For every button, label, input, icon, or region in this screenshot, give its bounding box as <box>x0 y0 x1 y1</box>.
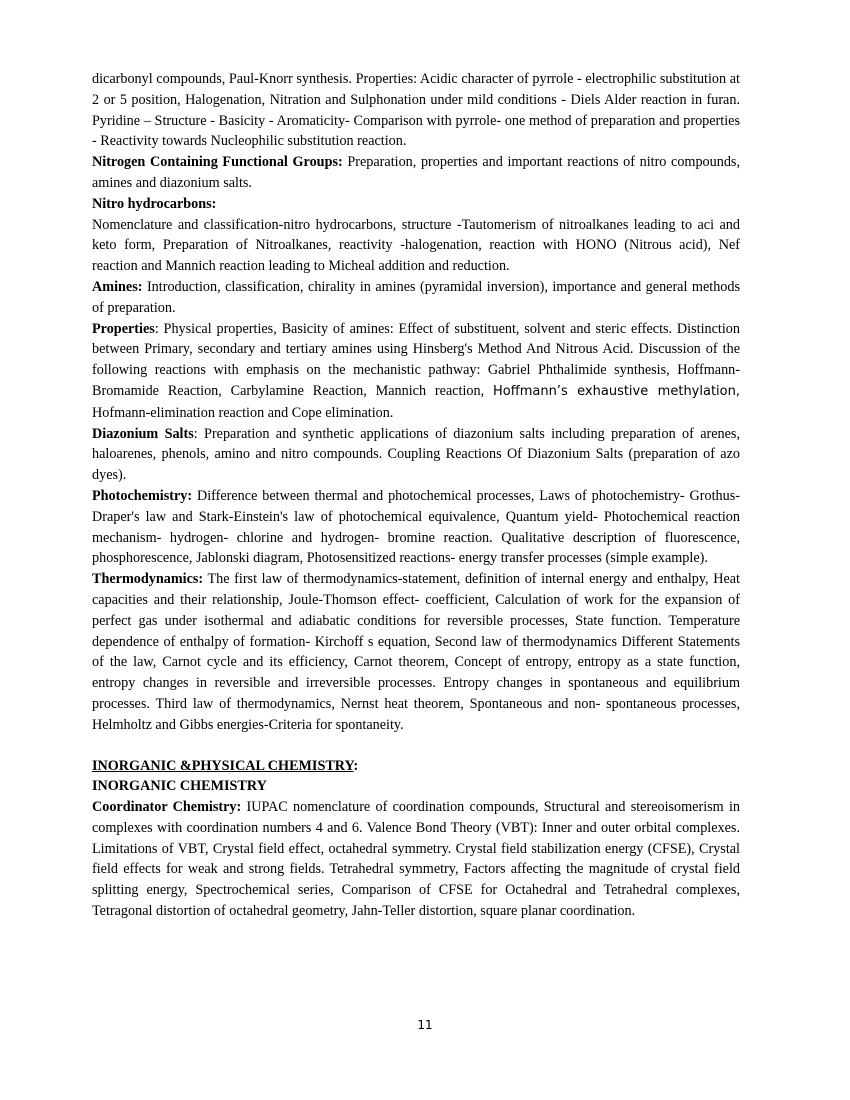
properties-special-text: Hoffmann’s exhaustive methylation, <box>493 383 740 399</box>
properties-tail: Hofmann-elimination reaction and Cope elimination. <box>92 404 394 421</box>
properties-paragraph <box>92 319 740 424</box>
photochemistry-heading: Photochemistry: <box>92 487 193 504</box>
nitro-text: Nomenclature and classification-nitro hydrocarbons, structure -Tautomerism of nitroalkanes leading to aci and keto form, Preparation of Nitroalkanes, reactivity -halogenation, reaction with HONO (Nitrous acid), Nef reaction and Mannich reaction leading to Micheal addition and reduction. <box>92 216 740 275</box>
nitro-heading: Nitro hydrocarbons: <box>92 195 217 212</box>
intro-paragraph: dicarbonyl compounds, Paul-Knorr synthesis. Properties: Acidic character of pyrrole - electrophilic substitution at 2 or 5 position, Halogenation, Nitration and Sulphonation under mild conditions - Diels Alder reaction in furan. Pyridine – Structure - Basicity - Aromaticity- Comparison with pyrrole- one method of preparation and properties - Reactivity towards Nucleophilic substitution reaction. <box>92 71 740 150</box>
section-spacer <box>92 736 740 756</box>
diazonium-text: : Preparation and synthetic applications of diazonium salts including preparation of arenes, haloarenes, phenols, amino and nitro compounds. Coupling Reactions Of Diazonium Salts (preparation of azo dyes). <box>92 425 740 484</box>
thermodynamics-paragraph <box>92 569 740 735</box>
amines-heading: Amines: <box>92 278 143 295</box>
nitrogen-paragraph <box>92 152 740 194</box>
diazonium-paragraph <box>92 424 740 486</box>
nitrogen-heading: Nitrogen Containing Functional Groups: <box>92 154 343 171</box>
coordinator-heading: Coordinator Chemistry: <box>92 799 242 816</box>
section-title-colon: : <box>353 757 359 774</box>
nitrogen-text: Preparation, properties and important reactions of nitro compounds, amines and diazonium salts. <box>92 154 741 191</box>
coordinator-text: IUPAC nomenclature of coordination compounds, Structural and stereoisomerism in complexes with coordination numbers 4 and 6. Valence Bond Theory (VBT): Inner and outer orbital complexes. Limitations of VBT, Crystal field effect, octahedral symmetry. Crystal field stabilization energy (CFSE), Crystal field effects for weak and strong fields. Tetrahedral symmetry, Factors affecting the magnitude of crystal field splitting energy, Spectrochemical series, Comparison of CFSE for Octahedral and Tetrahedral complexes, Tetragonal distortion of octahedral geometry, Jahn-Teller distortion, square planar coordination. <box>92 799 740 920</box>
thermodynamics-heading: Thermodynamics: <box>92 571 204 588</box>
thermodynamics-text: The first law of thermodynamics-statement, definition of internal energy and enthalpy, Heat capacities and their relationship, Joule-Thomson effect- coefficient, Calculation of work for the expansion of perfect gas under isothermal and adiabatic conditions for reversible processes, State function. Temperature dependence of enthalpy of formation- Kirchoff s equation, Second law of thermodynamics Different Statements of the law, Carnot cycle and its efficiency, Carnot theorem, Concept of entropy, entropy as a state function, entropy changes in reversible and irreversible processes. Entropy changes in spontaneous and equilibrium processes. Third law of thermodynamics, Nernst heat theorem, Spontaneous and non- spontaneous processes, Helmholtz and Gibbs energies-Criteria for spontaneity. <box>92 571 740 733</box>
properties-heading: Properties <box>92 320 155 337</box>
photochemistry-text: Difference between thermal and photochemical processes, Laws of photochemistry- Grothus- Draper's law and Stark-Einstein's law of photochemical equivalence, Quantum yield- Photochemical reaction mechanism- hydrogen- chlorine and hydrogen- bromine reaction. Qualitative description of fluorescence, phosphorescence, Jablonski diagram, Photosensitized reactions- energy transfer processes (simple example). <box>92 487 740 567</box>
page-number: 11 <box>417 1018 433 1032</box>
subsection-title: INORGANIC CHEMISTRY <box>92 778 267 795</box>
amines-text: Introduction, classification, chirality in amines (pyramidal inversion), importance and general methods of preparation. <box>92 278 740 316</box>
section-title-text: INORGANIC &PHYSICAL CHEMISTRY <box>92 757 354 774</box>
coordinator-paragraph <box>92 797 740 922</box>
properties-text: : Physical properties, Basicity of amines: Effect of substituent, solvent and steric effects. Distinction between Primary, secondary and tertiary amines using Hinsberg's Method And Nitrous Acid. Discussion of the following reactions with emphasis on the mechanistic pathway: Gabriel Phthalimide synthesis, Hoffmann- Bromamide Reaction, Carbylamine Reaction, Mannich reaction, <box>92 320 740 399</box>
section-title <box>92 756 740 777</box>
diazonium-heading: Diazonium Salts <box>92 425 194 442</box>
document-body <box>92 69 740 922</box>
amines-paragraph <box>92 277 740 319</box>
photochemistry-paragraph <box>92 486 740 569</box>
